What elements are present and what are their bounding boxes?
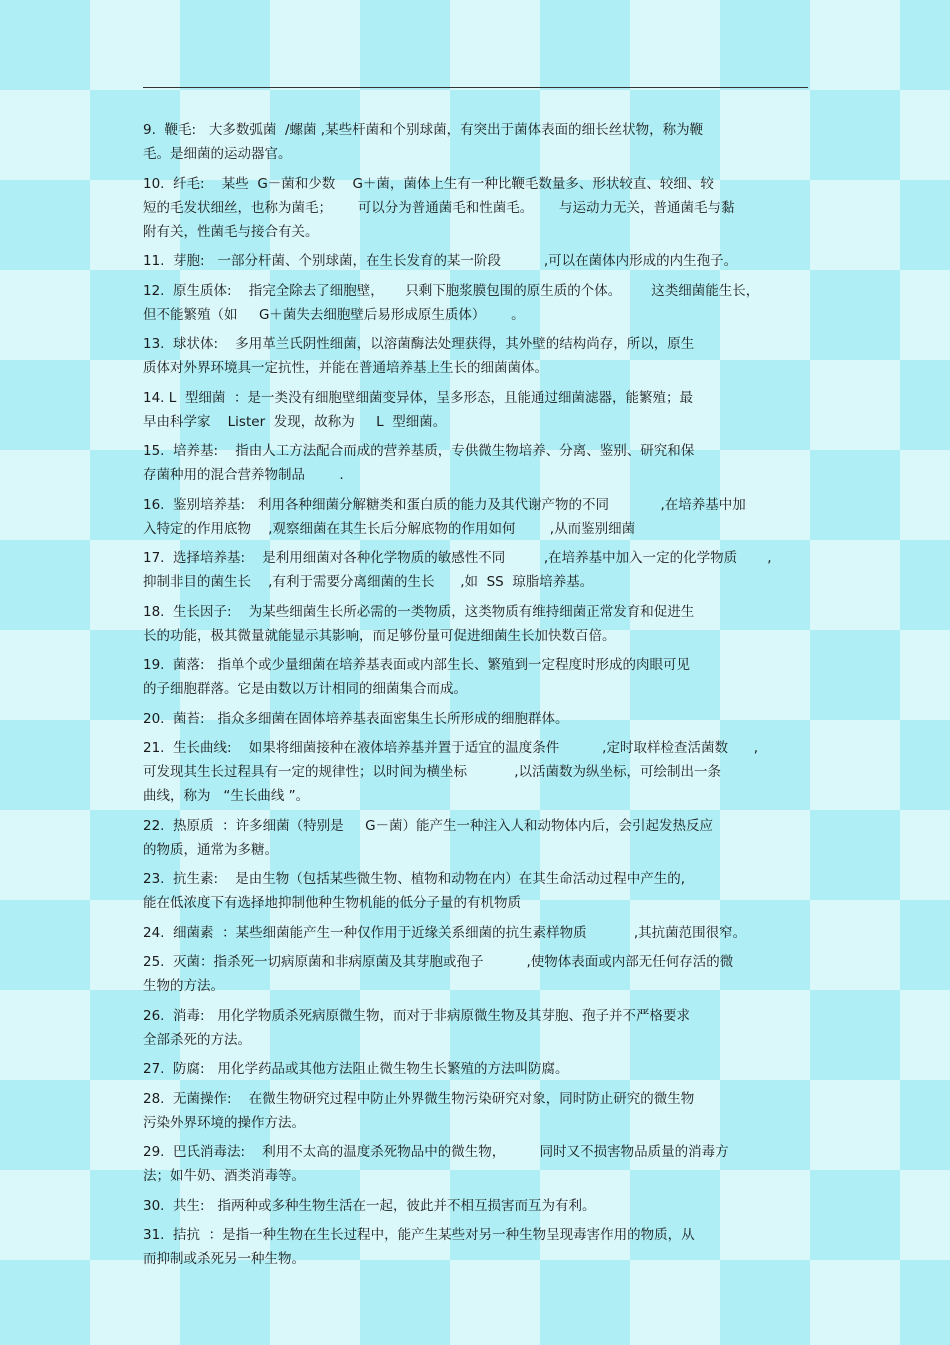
entry-line: 入特定的作用底物 ,观察细菌在其生长后分解底物的作用如何 ,从而鉴别细菌 xyxy=(143,520,636,537)
entry-line: 14. L 型细菌 ：是一类没有细胞壁细菌变异体，呈多形态，且能通过细菌滤器，能繁殖；最 xyxy=(143,389,693,406)
entry-line: 附有关，性菌毛与接合有关。 xyxy=(143,223,319,240)
glossary-entry xyxy=(143,546,808,594)
entry-line: 9. 鞭毛: 大多数弧菌 /螺菌 ,某些杆菌和个别球菌，有突出于菌体表面的细长丝状物，称为鞭 xyxy=(143,122,704,138)
glossary-entry xyxy=(143,279,808,327)
entry-line: 10. 纤毛: 某些 G－菌和少数 G＋菌，菌体上生有一种比鞭毛数量多、形状较直、较细、较 xyxy=(143,175,714,192)
glossary-entry xyxy=(143,921,808,945)
entry-line: 28. 无菌操作: 在微生物研究过程中防止外界微生物污染研究对象，同时防止研究的微生物 xyxy=(143,1090,695,1107)
entry-line: 法；如牛奶、酒类消毒等。 xyxy=(143,1168,305,1184)
entry-line: 23. 抗生素: 是由生物（包括某些微生物、植物和动物在内）在其生命活动过程中产生的, xyxy=(143,871,686,887)
entry-line: 全部杀死的方法。 xyxy=(143,1031,251,1048)
entry-line: 可发现其生长过程具有一定的规律性；以时间为横坐标 ,以活菌数为纵坐标，可绘制出一条 xyxy=(143,764,721,780)
entry-line: 20. 菌苔: 指众多细菌在固体培养基表面密集生长所形成的细胞群体。 xyxy=(143,710,569,727)
glossary-entry xyxy=(143,118,808,166)
glossary-entry xyxy=(143,172,808,244)
entry-line: 曲线，称为 “生长曲线 ”。 xyxy=(143,788,310,804)
entry-line: 而抑制或杀死另一种生物。 xyxy=(143,1251,305,1267)
entry-line: 短的毛发状细丝，也称为菌毛； 可以分为普通菌毛和性菌毛。 与运动力无关，普通菌毛与黏 xyxy=(143,199,735,216)
entry-line: 但不能繁殖（如 G＋菌失去细胞壁后易形成原生质体） 。 xyxy=(143,306,525,323)
glossary-list xyxy=(143,118,808,1277)
glossary-entry xyxy=(143,600,808,648)
entry-line: 抑制非目的菌生长 ,有利于需要分离细菌的生长 ,如 SS 琼脂培养基。 xyxy=(143,574,594,590)
glossary-entry xyxy=(143,439,808,487)
entry-line: 30. 共生: 指两种或多种生物生活在一起，彼此并不相互损害而互为有利。 xyxy=(143,1197,596,1214)
entry-line: 毛。是细菌的运动器官。 xyxy=(143,146,292,162)
entry-line: 质体对外界环境具一定抗性，并能在普通培养基上生长的细菌菌体。 xyxy=(143,360,548,376)
entry-line: 19. 菌落: 指单个或少量细菌在培养基表面或内部生长、繁殖到一定程度时形成的肉眼可见 xyxy=(143,657,690,673)
entry-line: 长的功能，极其微量就能显示其影响，而足够份量可促进细菌生长加快数百倍。 xyxy=(143,627,616,644)
glossary-entry xyxy=(143,1194,808,1218)
entry-line: 25. 灭菌：指杀死一切病原菌和非病原菌及其芽胞或孢子 ,使物体表面或内部无任何存活的微 xyxy=(143,954,734,970)
entry-line: 17. 选择培养基: 是利用细菌对各种化学物质的敏感性不同 ,在培养基中加入一定的化学物质 , xyxy=(143,550,772,566)
glossary-entry xyxy=(143,707,808,731)
glossary-entry xyxy=(143,814,808,862)
glossary-entry xyxy=(143,1223,808,1271)
entry-line: 29. 巴氏消毒法: 利用不太高的温度杀死物品中的微生物， 同时又不损害物品质量的消毒方 xyxy=(143,1144,729,1160)
glossary-entry xyxy=(143,1140,808,1188)
entry-line: 31. 拮抗 ：是指一种生物在生长过程中，能产生某些对另一种生物呈现毒害作用的物质，从 xyxy=(143,1227,695,1243)
entry-line: 27. 防腐: 用化学药品或其他方法阻止微生物生长繁殖的方法叫防腐。 xyxy=(143,1061,569,1077)
glossary-entry xyxy=(143,332,808,380)
glossary-entry xyxy=(143,653,808,701)
entry-line: 11. 芽胞: 一部分杆菌、个别球菌，在生长发育的某一阶段 ,可以在菌体内形成的内生孢子。 xyxy=(143,253,738,269)
entry-line: 污染外界环境的操作方法。 xyxy=(143,1114,305,1131)
glossary-entry xyxy=(143,1057,808,1081)
entry-line: 18. 生长因子: 为某些细菌生长所必需的一类物质，这类物质有维持细菌正常发育和促进生 xyxy=(143,603,695,620)
entry-line: 15. 培养基: 指由人工方法配合而成的营养基质，专供微生物培养、分离、鉴别、研究和保 xyxy=(143,443,695,459)
entry-line: 13. 球状体: 多用革兰氏阴性细菌，以溶菌酶法处理获得，其外壁的结构尚存，所以，原生 xyxy=(143,336,695,352)
glossary-entry xyxy=(143,1087,808,1135)
glossary-entry xyxy=(143,249,808,273)
entry-line: 21. 生长曲线: 如果将细菌接种在液体培养基并置于适宜的温度条件 ,定时取样检查活菌数 , xyxy=(143,740,759,756)
header-rule xyxy=(143,87,808,88)
entry-line: 的子细胞群落。它是由数以万计相同的细菌集合而成。 xyxy=(143,681,467,697)
entry-line: 12. 原生质体: 指完全除去了细胞壁， 只剩下胞浆膜包围的原生质的个体。 这类细菌能生长， xyxy=(143,282,760,299)
glossary-entry xyxy=(143,736,808,808)
glossary-entry xyxy=(143,950,808,998)
entry-line: 16. 鉴别培养基: 利用各种细菌分解糖类和蛋白质的能力及其代谢产物的不同 ,在培养基中加 xyxy=(143,496,746,513)
glossary-entry xyxy=(143,493,808,541)
glossary-entry xyxy=(143,1004,808,1052)
entry-line: 22. 热原质 ：许多细菌（特别是 G－菌）能产生一种注入人和动物体内后，会引起发热反应 xyxy=(143,817,714,834)
entry-line: 生物的方法。 xyxy=(143,978,224,994)
entry-line: 存菌种用的混合营养物制品 . xyxy=(143,467,344,483)
entry-line: 24. 细菌素 ：某些细菌能产生一种仅作用于近缘关系细菌的抗生素样物质 ,其抗菌范围很窄。 xyxy=(143,924,747,941)
glossary-entry xyxy=(143,867,808,915)
entry-line: 26. 消毒: 用化学物质杀死病原微生物，而对于非病原微生物及其芽胞、孢子并不严格要求 xyxy=(143,1007,690,1024)
entry-line: 能在低浓度下有选择地抑制他种生物机能的低分子量的有机物质 xyxy=(143,895,521,911)
entry-line: 的物质，通常为多糖。 xyxy=(143,841,278,858)
entry-line: 早由科学家 Lister 发现，故称为 L 型细菌。 xyxy=(143,413,447,430)
glossary-entry xyxy=(143,386,808,434)
